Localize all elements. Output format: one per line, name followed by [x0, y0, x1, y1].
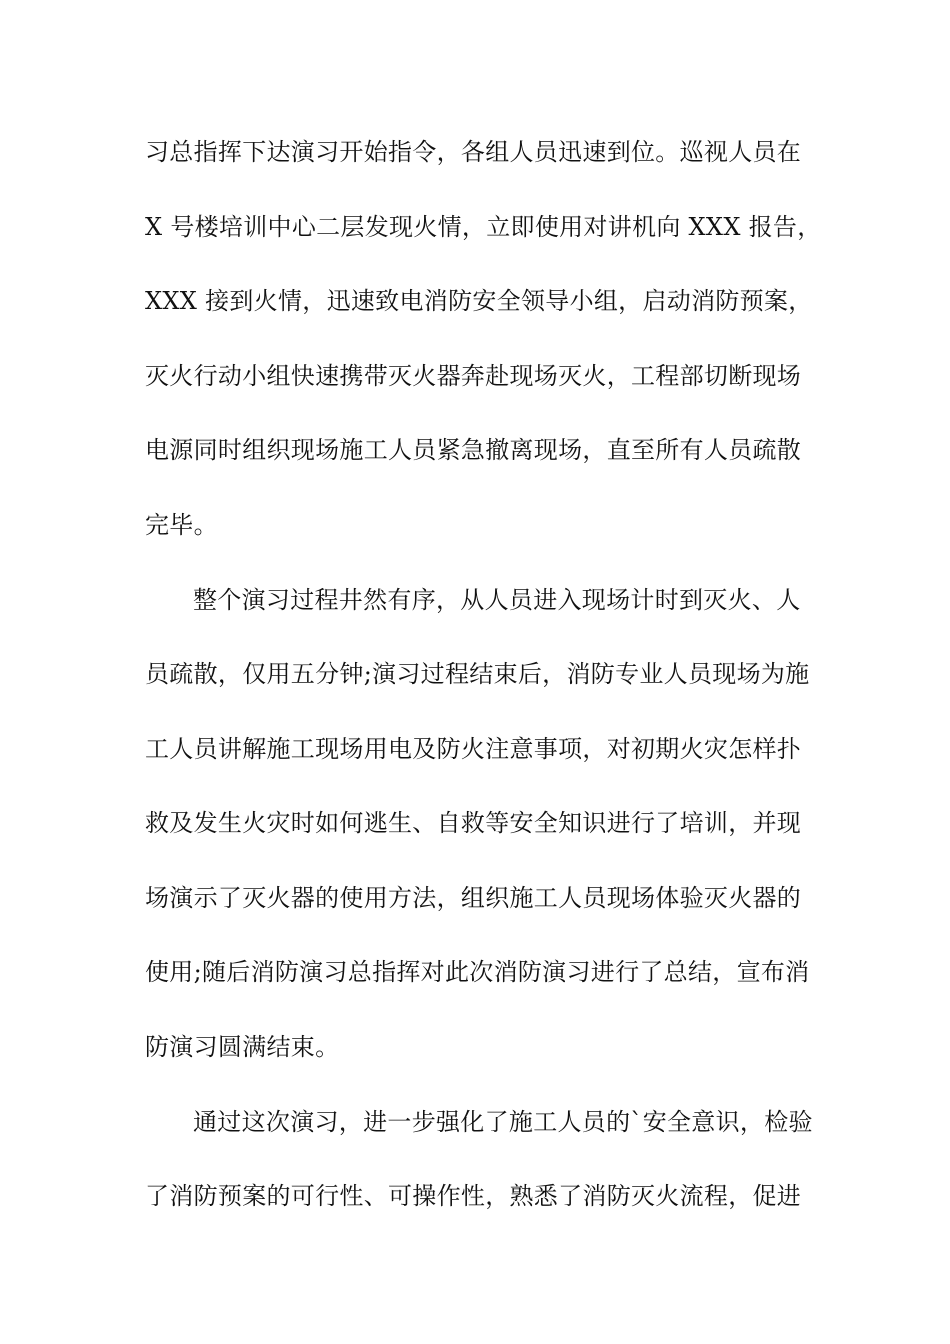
- paragraph-1-line-2: X 号楼培训中心二层发现火情，立即使用对讲机向 XXX 报告，: [145, 213, 822, 241]
- paragraph-1-line-3: XXX 接到火情，迅速致电消防安全领导小组，启动消防预案，: [145, 287, 813, 315]
- paragraph-2-line-6: 使用;随后消防演习总指挥对此次消防演习进行了总结，宣布消: [145, 958, 810, 986]
- paragraph-2-line-7: 防演习圆满结束。: [145, 1033, 340, 1061]
- paragraph-3-line-2: 了消防预案的可行性、可操作性，熟悉了消防灭火流程，促进: [145, 1182, 802, 1210]
- paragraph-2-line-1: 整个演习过程井然有序，从人员进入现场计时到灭火、人: [193, 586, 801, 614]
- paragraph-2-line-3: 工人员讲解施工现场用电及防火注意事项，对初期火灾怎样扑: [145, 735, 802, 763]
- paragraph-3-line-1: 通过这次演习，进一步强化了施工人员的`安全意识，检验: [193, 1108, 813, 1136]
- paragraph-2-line-4: 救及发生火灾时如何逃生、自救等安全知识进行了培训，并现: [145, 809, 802, 837]
- paragraph-1-line-6: 完毕。: [145, 511, 218, 539]
- paragraph-2-line-2: 员疏散，仅用五分钟;演习过程结束后，消防专业人员现场为施: [145, 660, 810, 688]
- paragraph-2-line-5: 场演示了灭火器的使用方法，组织施工人员现场体验灭火器的: [145, 884, 802, 912]
- paragraph-1-line-1: 习总指挥下达演习开始指令，各组人员迅速到位。巡视人员在: [145, 138, 802, 166]
- paragraph-1-line-4: 灭火行动小组快速携带灭火器奔赴现场灭火，工程部切断现场: [145, 362, 802, 390]
- paragraph-1-line-5: 电源同时组织现场施工人员紧急撤离现场，直至所有人员疏散: [145, 436, 802, 464]
